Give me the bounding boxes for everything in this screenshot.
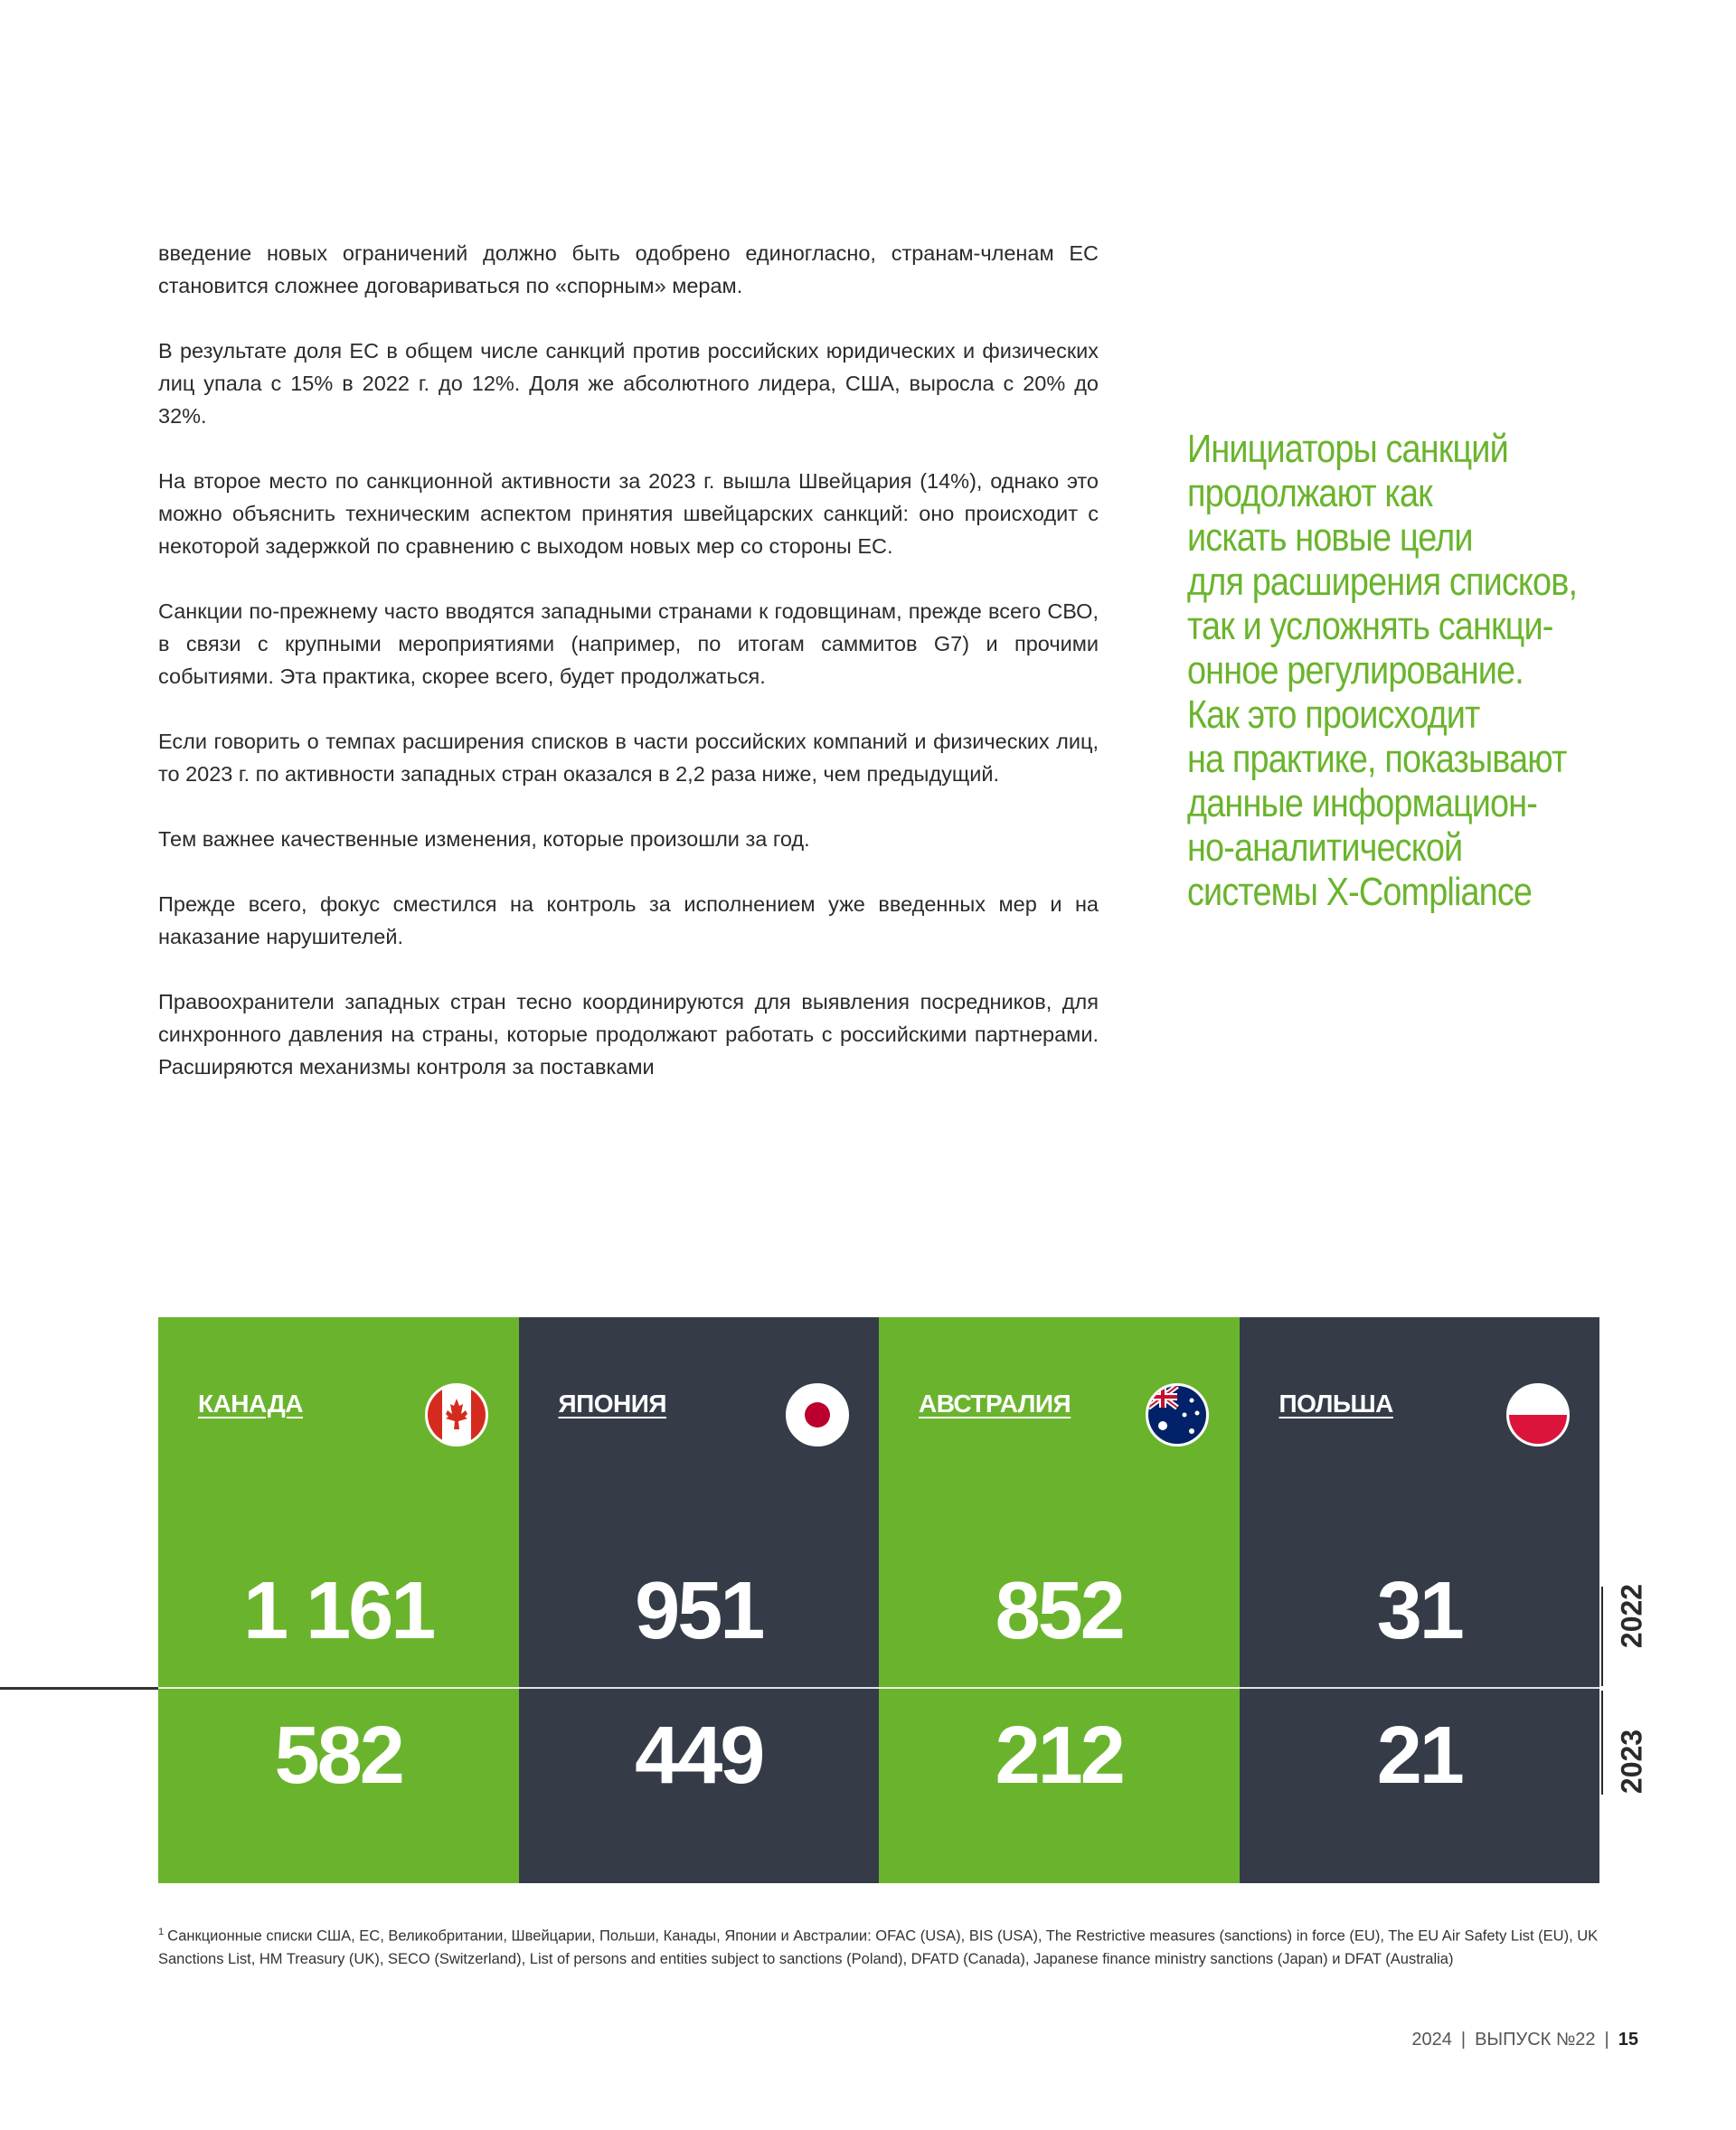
value-2022: 852 [995,1566,1123,1656]
page-number: 15 [1618,2030,1638,2050]
year-label-2022: 2022 [1615,1583,1648,1649]
year-divider-line [0,1687,158,1690]
value-2023: 21 [1376,1711,1462,1801]
japan-flag-icon [786,1383,849,1447]
article-paragraph: Тем важнее качественные изменения, которые произошли за год. [158,827,810,851]
value-2023: 582 [274,1711,402,1801]
article-paragraph: Правоохранители западных стран тесно координируются для выявления посредников, для синхронного давления на страны, которые продолжают работать с российскими партнерами. Расширяются механизмы контроля за поставками [158,990,1099,1079]
article-paragraph: Если говорить о темпах расширения списков в части российских компаний и физических лиц, то 2023 г. по активности западных стран оказался в 2,2 раза ниже, чем предыдущий. [158,730,1099,786]
country-name: ЯПОНИЯ [558,1390,666,1418]
pull-quote-line: искать новые цели [1187,515,1473,560]
pull-quote-line: Инициаторы санкций [1187,427,1508,471]
country-column-australia [879,1317,1240,1883]
pull-quote-line: так и усложнять санкци- [1187,604,1553,648]
pull-quote-line: Как это происходит [1187,693,1480,737]
article-paragraph: Прежде всего, фокус сместился на контроль за исполнением уже введенных мер и на наказание нарушителей. [158,892,1099,948]
pull-quote-line: данные информацион- [1187,781,1538,825]
folio-issue: ВЫПУСК №22 [1475,2030,1596,2050]
country-column-canada [158,1317,519,1883]
year-2022-bar [1601,1587,1603,1686]
pull-quote [1187,427,1639,914]
year-2023-bar [1601,1691,1603,1795]
pull-quote-line: онное регулирование. [1187,648,1524,693]
pull-quote-line: на практике, показывают [1187,737,1567,781]
poland-flag-icon [1506,1383,1570,1447]
article-paragraph: В результате доля ЕС в общем числе санкций против российских юридических и физических лиц упала с 15% в 2022 г. до 12%. Доля же абсолютного лидера, США, выросла с 20% до 32%. [158,339,1099,428]
value-2022: 31 [1376,1566,1462,1656]
value-2023: 449 [635,1711,763,1801]
pull-quote-line: продолжают как [1187,471,1432,515]
country-name: ПОЛЬША [1278,1390,1393,1418]
article-paragraph: Санкции по-прежнему часто вводятся западными странами к годовщинам, прежде всего СВО, в связи с крупными мероприятиями (например, по итогам саммитов G7) и прочими событиями. Эта практика, скорее всего, будет продолжаться. [158,599,1099,688]
value-2022: 951 [635,1566,763,1656]
sanctions-stats-panel [158,1317,1599,1883]
footnote-text: Санкционные списки США, ЕС, Великобритании, Швейцарии, Польши, Канады, Японии и Австралии: OFAC (USA), BIS (USA), The Restrictive measures (sanctions) in force (EU), The EU Air Safety List (EU), UK Sanctions List, HM Treasury (UK), SECO (Switzerland), List of persons and entities subject to sanctions (Poland), DFATD (Canada), Japanese finance ministry sanctions (Japan) и DFAT (Australia) [158,1927,1599,1967]
article-paragraph: На второе место по санкционной активности за 2023 г. вышла Швейцария (14%), однако это можно объяснить техническим аспектом принятия швейцарских санкций: оно происходит с некоторой задержкой по сравнению с выходом новых мер со стороны ЕС. [158,469,1099,558]
article-body [158,237,1099,1116]
pull-quote-line: но-аналитической [1187,825,1463,870]
australia-flag-icon [1146,1383,1209,1447]
article-paragraph: введение новых ограничений должно быть одобрено единогласно, странам-членам ЕС становится сложнее договариваться по «спорным» мерам. [158,241,1099,297]
page-folio: 2024 | ВЫПУСК №22 | 15 [1411,2030,1638,2050]
value-2022: 1 161 [243,1566,434,1656]
country-name: КАНАДА [198,1390,303,1418]
pull-quote-line: для расширения списков, [1187,560,1578,604]
pull-quote-line: системы X-Compliance [1187,870,1533,914]
footnote-mark: 1 [158,1927,165,1937]
country-column-japan [519,1317,880,1883]
footnote [158,1921,1600,1971]
country-name: АВСТРАЛИЯ [919,1390,1071,1418]
year-divider-inner [158,1687,1599,1689]
folio-year: 2024 [1411,2030,1452,2050]
value-2023: 212 [995,1711,1123,1801]
year-label-2023: 2023 [1615,1729,1648,1795]
country-column-poland [1240,1317,1600,1883]
canada-flag-icon [425,1383,488,1447]
